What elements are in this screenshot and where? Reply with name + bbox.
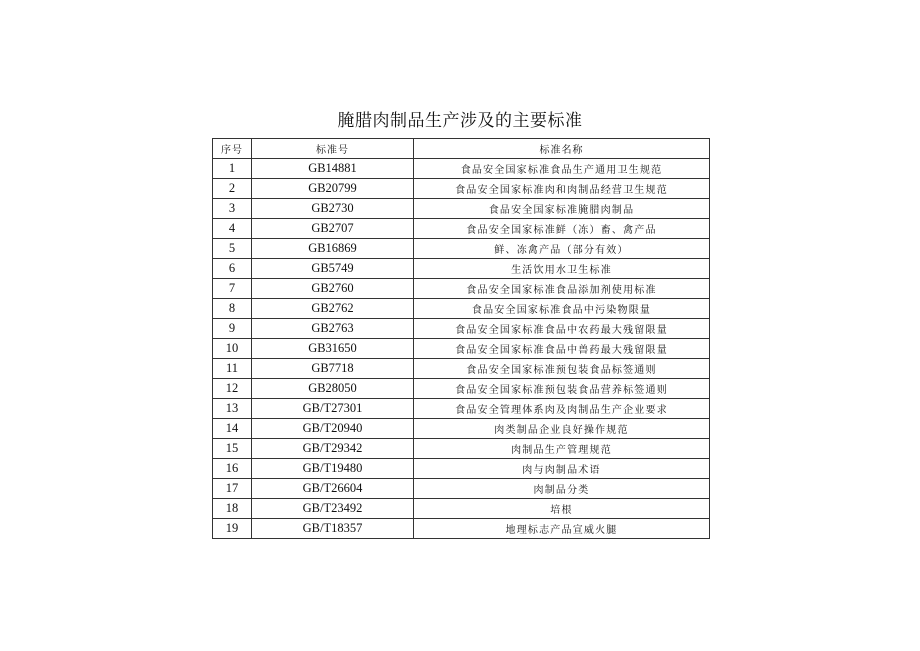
standard-name: 食品安全国家标准食品中兽药最大残留限量 [414,339,710,359]
standard-name: 地理标志产品宣威火腿 [414,519,710,539]
standard-name: 食品安全国家标准鲜（冻）畜、禽产品 [414,219,710,239]
standard-code: GB7718 [252,359,414,379]
standard-name: 肉类制品企业良好操作规范 [414,419,710,439]
table-row [213,379,710,399]
row-number: 6 [213,259,252,279]
row-number: 15 [213,439,252,459]
table-row [213,359,710,379]
row-number: 18 [213,499,252,519]
header-no: 序号 [213,139,252,159]
row-number: 1 [213,159,252,179]
standard-name: 食品安全国家标准食品添加剂使用标准 [414,279,710,299]
table-row [213,199,710,219]
standard-name: 培根 [414,499,710,519]
row-number: 2 [213,179,252,199]
table-row [213,419,710,439]
standard-name: 食品安全管理体系肉及肉制品生产企业要求 [414,399,710,419]
standard-name: 生活饮用水卫生标准 [414,259,710,279]
table-row [213,279,710,299]
standard-code: GB/T18357 [252,519,414,539]
row-number: 3 [213,199,252,219]
row-number: 13 [213,399,252,419]
standard-code: GB14881 [252,159,414,179]
standard-name: 食品安全国家标准腌腊肉制品 [414,199,710,219]
standard-code: GB/T20940 [252,419,414,439]
standard-code: GB2760 [252,279,414,299]
standard-name: 食品安全国家标准预包装食品标签通则 [414,359,710,379]
standard-code: GB20799 [252,179,414,199]
table-row [213,299,710,319]
table-row [213,439,710,459]
standard-code: GB/T26604 [252,479,414,499]
table-row [213,459,710,479]
standard-code: GB28050 [252,379,414,399]
table-row [213,179,710,199]
standards-table [212,138,710,539]
row-number: 5 [213,239,252,259]
standard-code: GB2763 [252,319,414,339]
table-row [213,519,710,539]
table-row [213,219,710,239]
row-number: 10 [213,339,252,359]
standard-name: 鲜、冻禽产品（部分有效） [414,239,710,259]
standard-code: GB/T23492 [252,499,414,519]
standard-name: 肉制品分类 [414,479,710,499]
row-number: 8 [213,299,252,319]
standard-name: 肉制品生产管理规范 [414,439,710,459]
standard-code: GB/T29342 [252,439,414,459]
table-row [213,479,710,499]
standard-code: GB31650 [252,339,414,359]
row-number: 9 [213,319,252,339]
table-body [213,159,710,539]
row-number: 12 [213,379,252,399]
page-title: 腌腊肉制品生产涉及的主要标准 [337,111,583,131]
header-name: 标准名称 [414,139,710,159]
table-header-row [213,139,710,159]
standard-code: GB2730 [252,199,414,219]
row-number: 14 [213,419,252,439]
standard-code: GB/T27301 [252,399,414,419]
table-row [213,159,710,179]
table-row [213,499,710,519]
standard-code: GB2707 [252,219,414,239]
standard-code: GB5749 [252,259,414,279]
standard-name: 食品安全国家标准肉和肉制品经营卫生规范 [414,179,710,199]
row-number: 4 [213,219,252,239]
header-code: 标准号 [252,139,414,159]
table-row [213,239,710,259]
table-row [213,339,710,359]
row-number: 16 [213,459,252,479]
standard-code: GB16869 [252,239,414,259]
standard-name: 食品安全国家标准预包装食品营养标签通则 [414,379,710,399]
table-row [213,399,710,419]
standard-name: 食品安全国家标准食品生产通用卫生规范 [414,159,710,179]
standard-name: 肉与肉制品术语 [414,459,710,479]
standard-code: GB2762 [252,299,414,319]
row-number: 7 [213,279,252,299]
standard-name: 食品安全国家标准食品中污染物限量 [414,299,710,319]
standard-code: GB/T19480 [252,459,414,479]
standard-name: 食品安全国家标准食品中农药最大残留限量 [414,319,710,339]
row-number: 11 [213,359,252,379]
row-number: 17 [213,479,252,499]
row-number: 19 [213,519,252,539]
table-row [213,259,710,279]
table-row [213,319,710,339]
